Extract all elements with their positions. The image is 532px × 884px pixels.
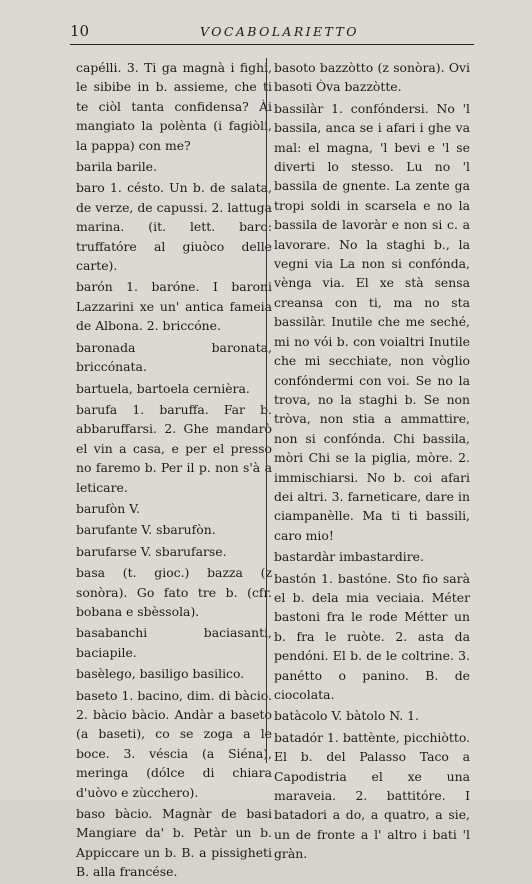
dictionary-entry: baronada baronata, briccónata. xyxy=(76,339,272,375)
dictionary-entry: bassilàr 1. confóndersi. No 'l bassila, anca se i afari i ghe va mal: el magna, 'l bevi e 'l se diverti lo stesso. Lu no 'l bassila de gnente. La zente ga tropi soldi in scarsela e no la bassila de lavoràr e non si c. a lavorare. No la staghi b., la vegni via La non si confónda, vènga via. El xe stà sensa creansa con ti, ma no sta bassilàr. Inutile che me seché, mi no vói b. con voialtri Inutile che mi secchiate, non vòglio confóndermi con voi. Se no la trova, no la staghi b. Se non tròva, non stia a ammattire, non si confónda. Chi bassila, mòri Chi se la piglia, mòre. 2. immischiarsi. No b. coi afari dei altri. 3. farneticare, dare in ciampanèlle. Ma ti ti bassili, caro mio! xyxy=(274,100,470,543)
dictionary-entry: batadór 1. battènte, picchiòtto. El b. del Palasso Taco a Capodistria el xe una maraveia. 2. battitóre. I batadori a do, a quatro, a sie, un de fronte a l' altro i bati 'l gràn. xyxy=(274,729,470,862)
dictionary-entry: capélli. 3. Ti ga magnà i fighi, le sibibe in b. assieme, che ti te ciòl tanta confidensa? Ài mangiato la polènta (i fagiòli, la pappa) con me? xyxy=(76,60,272,153)
dictionary-entry: basèlego, basiligo basilico. xyxy=(76,666,245,682)
column-divider xyxy=(266,58,267,763)
running-title: VOCABOLARIETTO xyxy=(200,24,359,39)
right-column xyxy=(274,58,470,866)
dictionary-entry: baro 1. césto. Un b. de salata, de verze, de capussi. 2. lattuga marina. (it. lett. baro: truffatóre al giuòco delle carte). xyxy=(76,180,272,274)
dictionary-entry: bastón 1. bastóne. Sto fio sarà el b. dela mia veciaia. Méter bastoni fra le rode Métter un b. fra le ruòte. 2. asta da pendóni. El b. de le coltrine. 3. panétto o panino. B. de ciocolata. xyxy=(274,570,470,702)
dictionary-entry: barufa 1. baruffa. Far b. abbaruffarsi. 2. Ghe mandarò el vin a casa, e per el presso no faremo b. Per il p. non s'à a leticare. xyxy=(76,401,272,495)
dictionary-entry: batàcolo V. bàtolo N. 1. xyxy=(274,708,419,724)
dictionary-entry: baseto 1. bacino, dim. di bàcio. 2. bàcio bàcio. Andàr a baseto (a baseti), co se zoga a le boce. 3. véscia (a Siéna), meringa (dólce di chiara d'uòvo e zùcchero). xyxy=(76,687,272,800)
dictionary-entry: bartuela, bartoela cernièra. xyxy=(76,380,250,396)
dictionary-entry: basa (t. gioc.) bazza (z sonòra). Go fato tre b. (cfr. bobana e sbèssola). xyxy=(76,565,272,619)
page-header xyxy=(70,18,474,45)
dictionary-entry: barufòn V. xyxy=(76,500,140,516)
dictionary-entry: basabanchi baciasanti, baciapile. xyxy=(76,625,272,660)
page-number: 10 xyxy=(70,22,90,40)
dictionary-entry: barila barile. xyxy=(76,159,157,175)
dictionary-entry: baso bàcio. Magnàr de basi Mangiare da' b. Petàr un b. Appiccare un b. B. a pissigheti B. alla francése. xyxy=(76,806,272,880)
dictionary-entry: barón 1. baróne. I baroni Lazzarini xe un' antica fameia de Albona. 2. briccóne. xyxy=(76,279,272,334)
dictionary-entry: bastardàr imbastardire. xyxy=(274,549,424,565)
dictionary-entry: barufante V. sbarufòn. xyxy=(76,522,216,538)
left-column xyxy=(76,58,272,884)
dictionary-entry: barufarse V. sbarufarse. xyxy=(76,543,227,559)
dictionary-entry: basoto bazzòtto (z sonòra). Ovi basoti Òva bazzòtte. xyxy=(274,60,470,95)
